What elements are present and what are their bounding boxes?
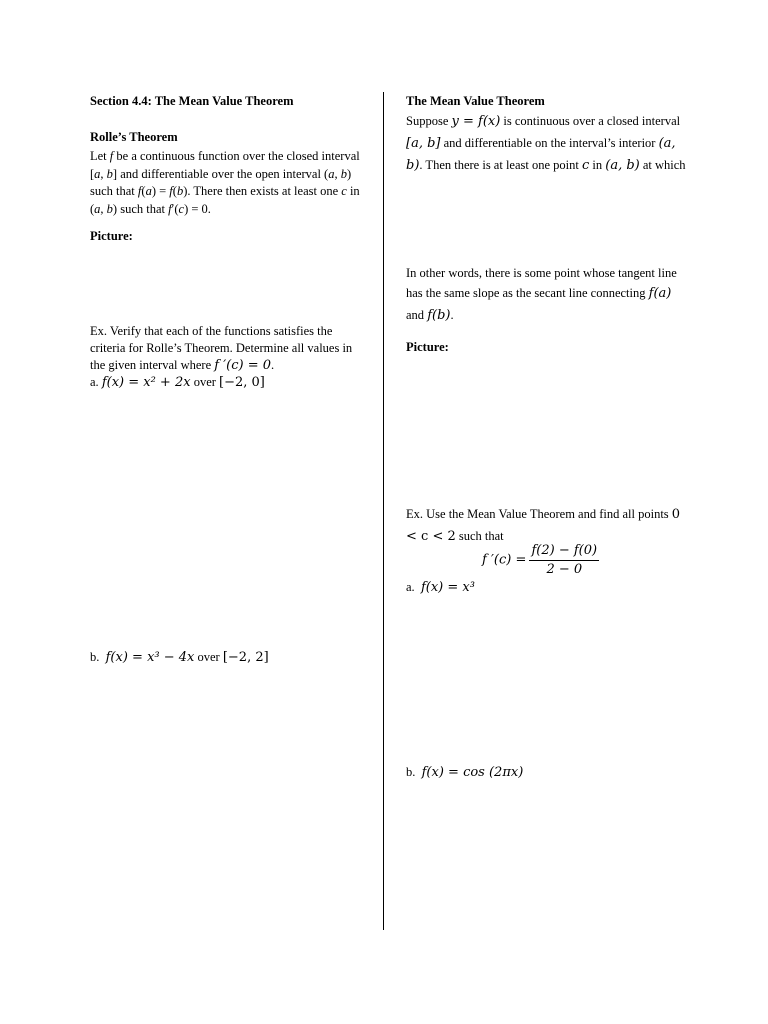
mvt-part-a: a. f(x) = x³ <box>406 580 475 595</box>
mvt-part-b: b. f(x) = cos (2πx) <box>406 765 524 780</box>
formula-denominator: 2 − 0 <box>546 562 583 578</box>
mvt-statement: Suppose y = f(x) is continuous over a closed interval [a, b] and differentiable on the interval’s interior (a, b). Then there is at least one point c in (a, b) at which <box>406 114 686 173</box>
formula-lhs: f ′(c) = <box>482 552 527 568</box>
mvt-part-a-function: f(x) = x³ <box>420 580 475 595</box>
part-b-interval: [−2, 2] <box>222 650 269 665</box>
mvt-difference-quotient <box>406 542 686 579</box>
section-title: Section 4.4: The Mean Value Theorem <box>90 94 294 108</box>
mvt-picture-label: Picture: <box>406 340 449 354</box>
rolle-example-prompt: Ex. Verify that each of the functions satisfies the criteria for Rolle’s Theorem. Determine all values in the given interval where f ′(c) = 0. a. f(x) = x² + 2x over [−2, 0] <box>90 324 353 391</box>
part-a-interval: [−2, 0] <box>219 375 265 391</box>
formula-fraction <box>529 542 599 579</box>
rolle-heading: Rolle’s Theorem <box>90 130 178 144</box>
rolle-part-b: b. f(x) = x³ − 4x over [−2, 2] <box>90 650 269 665</box>
mvt-part-b-function: f(x) = cos (2πx) <box>421 765 524 780</box>
formula-numerator: f(2) − f(0) <box>529 542 599 561</box>
rolle-picture-label: Picture: <box>90 229 133 243</box>
column-divider <box>383 92 384 930</box>
part-a-function: f(x) = x² + 2x <box>101 375 191 391</box>
part-a-label: a. <box>90 375 99 390</box>
rolle-statement: Let f be a continuous function over the closed interval [a, b] and differentiable over the open interval (a, b) such that f(a) = f(b). There then exists at least one c in (a, b) such that f′(c) = 0. <box>90 149 360 216</box>
mvt-heading: The Mean Value Theorem <box>406 94 545 108</box>
mvt-example-prompt: Ex. Use the Mean Value Theorem and find all points 0 < c < 2 such that <box>406 507 681 544</box>
mvt-other-words: In other words, there is some point whose tangent line has the same slope as the secant line connecting f(a) and f(b). <box>406 266 677 323</box>
part-b-function: f(x) = x³ − 4x <box>105 650 195 665</box>
